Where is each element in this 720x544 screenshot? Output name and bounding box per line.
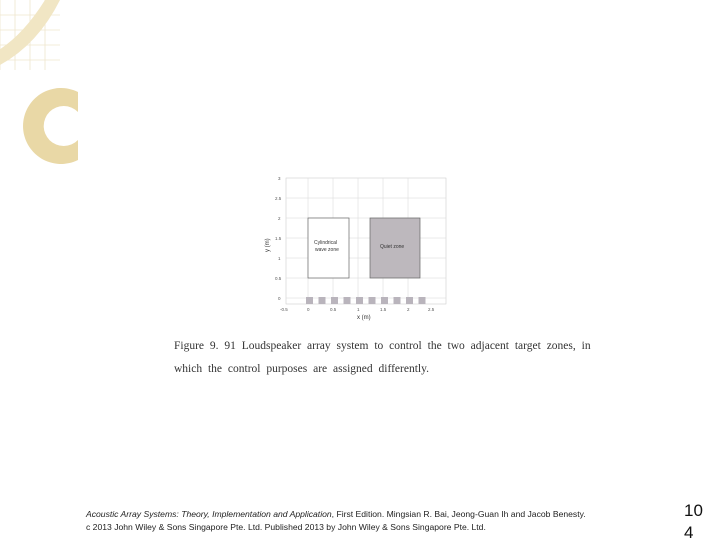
loudspeaker bbox=[306, 297, 313, 304]
loudspeaker bbox=[344, 297, 351, 304]
x-tick: 0.5 bbox=[330, 307, 337, 312]
citation-line-1 bbox=[86, 508, 686, 521]
loudspeaker bbox=[406, 297, 413, 304]
y-tick: 0.5 bbox=[275, 276, 282, 281]
y-tick: 1.5 bbox=[275, 236, 282, 241]
y-axis-label: y (m) bbox=[265, 238, 271, 252]
cylindrical-zone-label-1: Cylindrical bbox=[314, 240, 338, 246]
loudspeaker bbox=[319, 297, 326, 304]
x-tick: 1.5 bbox=[380, 307, 387, 312]
loudspeaker bbox=[356, 297, 363, 304]
loudspeaker bbox=[419, 297, 426, 304]
loudspeaker bbox=[369, 297, 376, 304]
loudspeaker bbox=[394, 297, 401, 304]
y-tick: 0 bbox=[278, 296, 281, 301]
decorative-ring bbox=[23, 88, 78, 164]
figure-caption-line-1: Figure 9. 91 Loudspeaker array system to control the two adjacent target zones, in bbox=[174, 340, 591, 352]
x-tick: 2.5 bbox=[428, 307, 435, 312]
x-axis-label: x (m) bbox=[357, 315, 371, 321]
x-tick: -0.5 bbox=[280, 307, 288, 312]
page-number-line-1: 10 bbox=[684, 501, 703, 520]
loudspeaker bbox=[381, 297, 388, 304]
zone-diagram bbox=[260, 170, 450, 330]
y-tick: 2.5 bbox=[275, 196, 282, 201]
y-tick: 1 bbox=[278, 256, 281, 261]
x-tick: 0 bbox=[307, 307, 310, 312]
x-tick-labels bbox=[280, 307, 435, 312]
citation-line-2: c 2013 John Wiley & Sons Singapore Pte. Ltd. Published 2013 by John Wiley & Sons Singapore Pte. Ltd. bbox=[86, 522, 486, 532]
loudspeaker bbox=[331, 297, 338, 304]
book-title: Acoustic Array Systems: Theory, Implementation and Application bbox=[86, 509, 332, 519]
y-tick-labels bbox=[275, 176, 282, 301]
y-tick: 3 bbox=[278, 176, 281, 181]
x-tick: 2 bbox=[407, 307, 410, 312]
figure-caption-line-2: which the control purposes are assigned differently. bbox=[174, 363, 429, 375]
citation-details: , First Edition. Mingsian R. Bai, Jeong-Guan Ih and Jacob Benesty. bbox=[331, 509, 586, 519]
quiet-zone-label: Quiet zone bbox=[380, 244, 405, 250]
page-number-line-2: 4 bbox=[684, 523, 694, 542]
cylindrical-zone-label-2: wave zone bbox=[315, 247, 339, 253]
slide-decoration bbox=[0, 0, 90, 180]
citation-footer bbox=[86, 508, 686, 534]
y-tick: 2 bbox=[278, 216, 281, 221]
page-number bbox=[684, 500, 714, 544]
x-tick: 1 bbox=[357, 307, 360, 312]
